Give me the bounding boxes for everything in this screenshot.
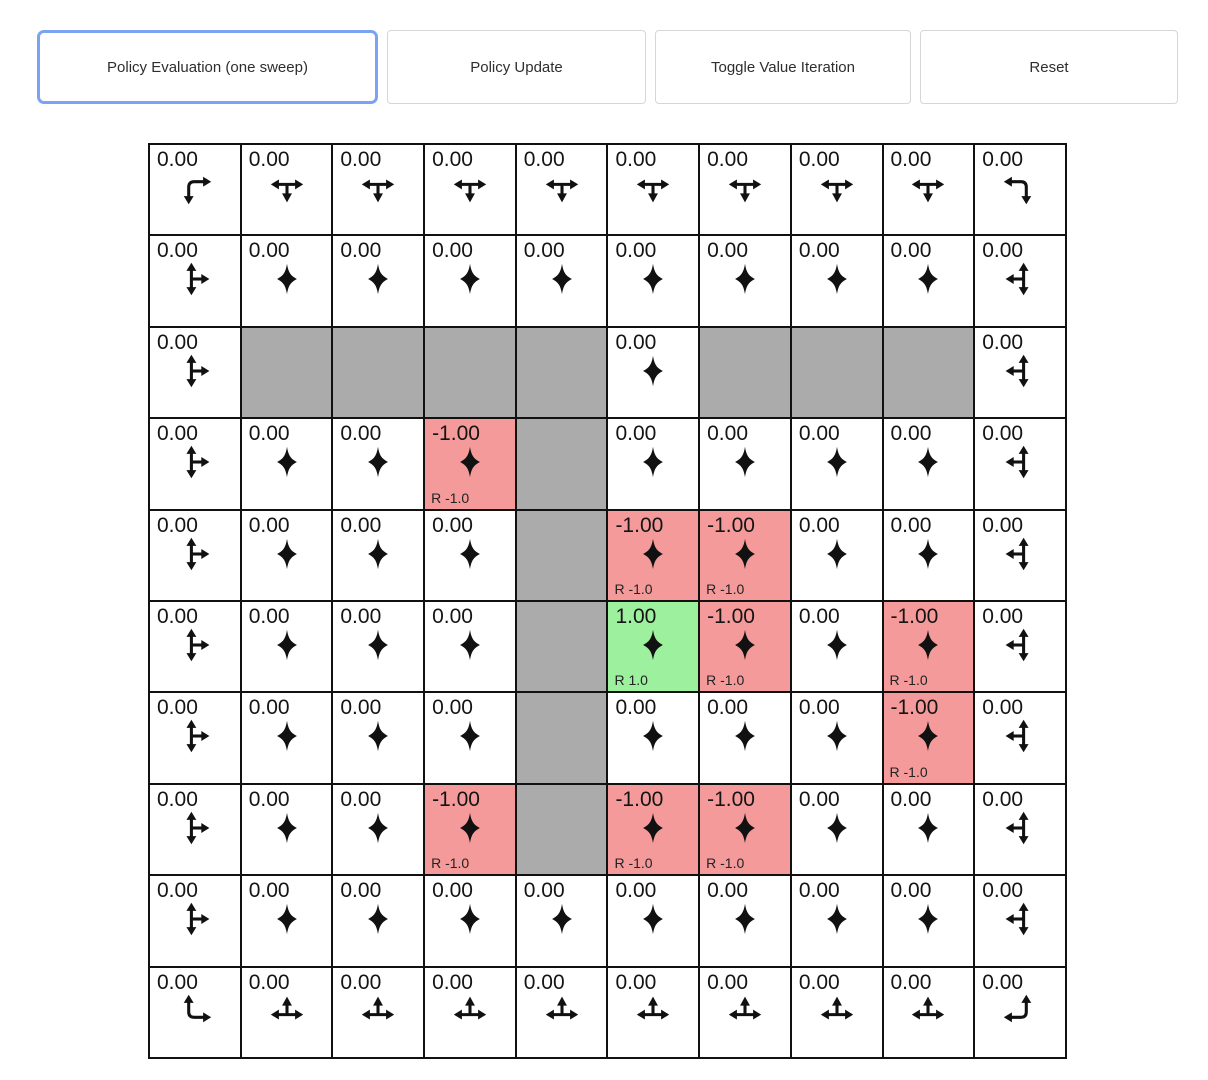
grid-cell-r5c9[interactable] [974, 601, 1066, 692]
policy-arrow-icon [819, 718, 855, 754]
grid-cell-r8c9[interactable] [974, 875, 1066, 966]
policy-arrow-icon [177, 170, 213, 206]
policy-arrow-icon [177, 444, 213, 480]
cell-value: 0.00 [157, 787, 198, 811]
cell-value: -1.00 [707, 604, 755, 628]
wall-cell-r6c4[interactable] [516, 692, 608, 783]
policy-arrow-icon [360, 901, 396, 937]
policy-arrow-icon [819, 993, 855, 1029]
policy-arrow-icon [269, 627, 305, 663]
policy-arrow-icon [452, 170, 488, 206]
policy-arrow-icon [910, 627, 946, 663]
policy-arrow-icon [635, 353, 671, 389]
cell-value: 0.00 [982, 604, 1024, 628]
cell-value: 0.00 [340, 239, 382, 263]
grid-cell-r0c4[interactable] [516, 144, 608, 235]
policy-arrow-icon [1002, 261, 1038, 297]
cell-value: 0.00 [982, 787, 1024, 811]
grid-cell-r3c6[interactable] [699, 418, 791, 509]
cell-value: 0.00 [432, 604, 473, 628]
cell-value: 0.00 [615, 148, 657, 171]
grid-cell-r1c4[interactable] [516, 235, 608, 326]
grid-cell-r0c3[interactable] [424, 144, 516, 235]
cell-value: 0.00 [707, 696, 748, 720]
policy-arrow-icon [269, 444, 305, 480]
grid-cell-r7c8[interactable] [883, 784, 975, 875]
policy-arrow-icon [269, 170, 305, 206]
grid-cell-r4c8[interactable] [883, 510, 975, 601]
cell-value: 0.00 [798, 879, 840, 903]
policy-arrow-icon [360, 810, 396, 846]
grid-cell-r8c7[interactable] [791, 875, 883, 966]
wall-cell-r2c3[interactable] [424, 327, 516, 418]
cell-value: 0.00 [157, 330, 198, 354]
policy-arrow-icon [177, 353, 213, 389]
grid-cell-r1c7[interactable] [791, 235, 883, 326]
grid-cell-r7c1[interactable] [241, 784, 333, 875]
grid-cell-r4c7[interactable] [791, 510, 883, 601]
grid-cell-r8c4[interactable] [516, 875, 608, 966]
grid-cell-r8c1[interactable] [241, 875, 333, 966]
policy-arrow-icon [727, 993, 763, 1029]
cell-value: 0.00 [340, 879, 382, 903]
grid-cell-r2c0[interactable] [149, 327, 241, 418]
grid-cell-r8c0[interactable] [149, 875, 241, 966]
policy-arrow-icon [910, 444, 946, 480]
policy-arrow-icon [360, 627, 396, 663]
wall-cell-r4c4[interactable] [516, 510, 608, 601]
cell-value: 0.00 [157, 513, 198, 537]
grid-cell-r6c1[interactable] [241, 692, 333, 783]
grid-cell-r8c5[interactable] [607, 875, 699, 966]
grid-cell-r9c3[interactable] [424, 967, 516, 1058]
cell-value: 0.00 [890, 239, 932, 263]
grid-cell-r9c1[interactable] [241, 967, 333, 1058]
policy-arrow-icon [910, 718, 946, 754]
policy-arrow-icon [727, 261, 763, 297]
cell-value: 0.00 [248, 513, 290, 537]
cell-reward-label: R -1.0 [889, 672, 928, 689]
policy-arrow-icon [910, 536, 946, 572]
policy-arrow-icon [177, 993, 213, 1029]
cell-value: 0.00 [523, 239, 565, 263]
grid-cell-r8c2[interactable] [332, 875, 424, 966]
cell-value: 0.00 [432, 879, 473, 903]
cell-value: 0.00 [340, 696, 382, 720]
policy-arrow-icon [1002, 901, 1038, 937]
grid-cell-r6c9[interactable] [974, 692, 1066, 783]
cell-value: 0.00 [157, 422, 198, 446]
policy-arrow-icon [360, 536, 396, 572]
policy-arrow-icon [819, 536, 855, 572]
policy-arrow-icon [360, 261, 396, 297]
policy-arrow-icon [635, 261, 671, 297]
cell-value: 1.00 [615, 604, 657, 628]
cell-value: 0.00 [615, 422, 657, 446]
grid-cell-r6c6[interactable] [699, 692, 791, 783]
cell-value: 0.00 [615, 879, 657, 903]
policy-arrow-icon [177, 810, 213, 846]
cell-value: 0.00 [798, 148, 840, 171]
policy-arrow-icon [544, 170, 580, 206]
grid-cell-r5c3[interactable] [424, 601, 516, 692]
policy-arrow-icon [635, 536, 671, 572]
policy-evaluation-button[interactable]: Policy Evaluation (one sweep) [37, 30, 378, 104]
cell-value: 0.00 [890, 879, 932, 903]
grid-cell-r7c9[interactable] [974, 784, 1066, 875]
cell-reward-label: R -1.0 [706, 580, 745, 597]
wall-cell-r3c4[interactable] [516, 418, 608, 509]
grid-cell-r0c9[interactable] [974, 144, 1066, 235]
policy-arrow-icon [177, 536, 213, 572]
policy-arrow-icon [819, 627, 855, 663]
policy-arrow-icon [635, 901, 671, 937]
policy-arrow-icon [1002, 444, 1038, 480]
toggle-value-iteration-button[interactable]: Toggle Value Iteration [655, 30, 911, 104]
wall-cell-r2c4[interactable] [516, 327, 608, 418]
policy-arrow-icon [452, 718, 488, 754]
cell-value: 0.00 [248, 148, 290, 171]
policy-arrow-icon [177, 261, 213, 297]
cell-value: 0.00 [982, 422, 1024, 446]
cell-reward-label: R -1.0 [706, 855, 745, 872]
grid-cell-r3c3[interactable] [424, 418, 516, 509]
cell-value: 0.00 [157, 970, 198, 994]
cell-value: -1.00 [707, 787, 755, 811]
grid-cell-r5c0[interactable] [149, 601, 241, 692]
cell-value: 0.00 [248, 879, 290, 903]
policy-arrow-icon [635, 444, 671, 480]
cell-value: 0.00 [798, 970, 840, 994]
cell-value: 0.00 [615, 696, 657, 720]
policy-arrow-icon [544, 993, 580, 1029]
cell-value: 0.00 [890, 148, 932, 171]
policy-arrow-icon [910, 993, 946, 1029]
cell-value: 0.00 [157, 696, 198, 720]
cell-value: 0.00 [340, 787, 382, 811]
grid-cell-r8c6[interactable] [699, 875, 791, 966]
policy-arrow-icon [544, 261, 580, 297]
grid-cell-r0c1[interactable] [241, 144, 333, 235]
cell-value: 0.00 [982, 239, 1024, 263]
grid-cell-r6c8[interactable] [883, 692, 975, 783]
cell-value: 0.00 [340, 513, 382, 537]
policy-arrow-icon [635, 810, 671, 846]
cell-value: 0.00 [890, 787, 932, 811]
policy-arrow-icon [360, 444, 396, 480]
policy-arrow-icon [727, 444, 763, 480]
cell-value: 0.00 [982, 513, 1024, 537]
cell-value: 0.00 [798, 787, 840, 811]
cell-value: 0.00 [248, 970, 290, 994]
policy-arrow-icon [1002, 993, 1038, 1029]
policy-arrow-icon [635, 718, 671, 754]
cell-value: 0.00 [248, 422, 290, 446]
grid-cell-r8c3[interactable] [424, 875, 516, 966]
policy-arrow-icon [819, 901, 855, 937]
grid-cell-r0c7[interactable] [791, 144, 883, 235]
cell-reward-label: R -1.0 [614, 580, 653, 597]
policy-arrow-icon [635, 170, 671, 206]
cell-value: 0.00 [615, 970, 657, 994]
policy-update-button[interactable]: Policy Update [387, 30, 646, 104]
cell-value: 0.00 [798, 696, 840, 720]
grid-cell-r0c5[interactable] [607, 144, 699, 235]
wall-cell-r7c4[interactable] [516, 784, 608, 875]
grid-cell-r3c9[interactable] [974, 418, 1066, 509]
grid-cell-r6c0[interactable] [149, 692, 241, 783]
cell-value: -1.00 [890, 604, 939, 628]
cell-value: 0.00 [982, 148, 1024, 171]
policy-arrow-icon [269, 901, 305, 937]
grid-cell-r4c2[interactable] [332, 510, 424, 601]
cell-value: 0.00 [340, 422, 382, 446]
cell-value: 0.00 [523, 148, 565, 171]
cell-value: 0.00 [340, 970, 382, 994]
wall-cell-r2c1[interactable] [241, 327, 333, 418]
policy-arrow-icon [1002, 536, 1038, 572]
cell-value: 0.00 [798, 422, 840, 446]
grid-cell-r4c1[interactable] [241, 510, 333, 601]
cell-value: 0.00 [248, 696, 290, 720]
grid-cell-r0c6[interactable] [699, 144, 791, 235]
cell-value: 0.00 [707, 879, 748, 903]
grid-cell-r1c3[interactable] [424, 235, 516, 326]
cell-reward-label: R -1.0 [431, 855, 470, 872]
cell-reward-label: R -1.0 [706, 672, 745, 689]
grid-cell-r2c9[interactable] [974, 327, 1066, 418]
grid-cell-r2c5[interactable] [607, 327, 699, 418]
grid-cell-r7c2[interactable] [332, 784, 424, 875]
grid-cell-r1c8[interactable] [883, 235, 975, 326]
grid-cell-r7c5[interactable] [607, 784, 699, 875]
gridworld-grid [148, 143, 1067, 1059]
policy-arrow-icon [727, 901, 763, 937]
cell-value: 0.00 [157, 239, 198, 263]
policy-arrow-icon [635, 627, 671, 663]
policy-arrow-icon [910, 901, 946, 937]
policy-arrow-icon [177, 901, 213, 937]
policy-arrow-icon [819, 261, 855, 297]
cell-value: 0.00 [340, 148, 382, 171]
cell-value: 0.00 [432, 148, 473, 171]
cell-value: -1.00 [890, 696, 939, 720]
policy-arrow-icon [452, 901, 488, 937]
grid-cell-r3c5[interactable] [607, 418, 699, 509]
grid-cell-r6c7[interactable] [791, 692, 883, 783]
policy-arrow-icon [269, 993, 305, 1029]
grid-cell-r1c0[interactable] [149, 235, 241, 326]
grid-cell-r3c1[interactable] [241, 418, 333, 509]
policy-arrow-icon [727, 170, 763, 206]
cell-value: 0.00 [523, 879, 565, 903]
grid-cell-r9c7[interactable] [791, 967, 883, 1058]
policy-arrow-icon [177, 718, 213, 754]
policy-arrow-icon [819, 810, 855, 846]
cell-reward-label: R -1.0 [889, 763, 928, 780]
cell-value: 0.00 [890, 513, 932, 537]
cell-value: 0.00 [432, 696, 473, 720]
grid-cell-r4c6[interactable] [699, 510, 791, 601]
policy-arrow-icon [910, 261, 946, 297]
cell-reward-label: R -1.0 [614, 855, 653, 872]
cell-reward-label: R 1.0 [614, 672, 648, 689]
grid-cell-r9c2[interactable] [332, 967, 424, 1058]
grid-cell-r0c0[interactable] [149, 144, 241, 235]
cell-value: 0.00 [707, 422, 748, 446]
cell-value: -1.00 [432, 787, 480, 811]
cell-value: 0.00 [982, 879, 1024, 903]
grid-cell-r0c2[interactable] [332, 144, 424, 235]
policy-arrow-icon [452, 536, 488, 572]
cell-value: 0.00 [340, 604, 382, 628]
wall-cell-r2c7[interactable] [791, 327, 883, 418]
cell-value: 0.00 [248, 239, 290, 263]
cell-value: 0.00 [248, 604, 290, 628]
policy-arrow-icon [544, 901, 580, 937]
grid-cell-r4c5[interactable] [607, 510, 699, 601]
cell-value: 0.00 [157, 604, 198, 628]
grid-cell-r3c0[interactable] [149, 418, 241, 509]
cell-value: 0.00 [982, 696, 1024, 720]
cell-value: 0.00 [890, 970, 932, 994]
cell-value: 0.00 [707, 148, 748, 171]
policy-arrow-icon [452, 810, 488, 846]
cell-value: 0.00 [798, 239, 840, 263]
grid-cell-r7c3[interactable] [424, 784, 516, 875]
grid-cell-r9c4[interactable] [516, 967, 608, 1058]
policy-arrow-icon [819, 170, 855, 206]
policy-arrow-icon [635, 993, 671, 1029]
grid-cell-r9c9[interactable] [974, 967, 1066, 1058]
grid-cell-r9c5[interactable] [607, 967, 699, 1058]
policy-arrow-icon [1002, 810, 1038, 846]
grid-cell-r3c7[interactable] [791, 418, 883, 509]
policy-arrow-icon [452, 993, 488, 1029]
policy-arrow-icon [452, 627, 488, 663]
cell-value: -1.00 [432, 422, 480, 446]
policy-arrow-icon [1002, 170, 1038, 206]
grid-cell-r7c6[interactable] [699, 784, 791, 875]
policy-arrow-icon [727, 536, 763, 572]
grid-cell-r4c9[interactable] [974, 510, 1066, 601]
policy-arrow-icon [452, 444, 488, 480]
cell-value: 0.00 [707, 239, 748, 263]
policy-arrow-icon [819, 444, 855, 480]
cell-value: 0.00 [707, 970, 748, 994]
grid-cell-r5c8[interactable] [883, 601, 975, 692]
policy-arrow-icon [360, 718, 396, 754]
cell-value: 0.00 [615, 239, 657, 263]
grid-cell-r9c8[interactable] [883, 967, 975, 1058]
grid-cell-r6c3[interactable] [424, 692, 516, 783]
cell-value: -1.00 [615, 787, 664, 811]
grid-cell-r1c2[interactable] [332, 235, 424, 326]
grid-cell-r5c1[interactable] [241, 601, 333, 692]
cell-reward-label: R -1.0 [431, 489, 470, 506]
cell-value: 0.00 [248, 787, 290, 811]
reset-button[interactable]: Reset [920, 30, 1178, 104]
cell-value: 0.00 [798, 604, 840, 628]
grid-cell-r1c1[interactable] [241, 235, 333, 326]
cell-value: -1.00 [707, 513, 755, 537]
policy-arrow-icon [452, 261, 488, 297]
cell-value: 0.00 [982, 330, 1024, 354]
policy-arrow-icon [910, 170, 946, 206]
policy-arrow-icon [269, 261, 305, 297]
grid-cell-r6c5[interactable] [607, 692, 699, 783]
policy-arrow-icon [727, 627, 763, 663]
grid-cell-r0c8[interactable] [883, 144, 975, 235]
policy-arrow-icon [360, 170, 396, 206]
policy-arrow-icon [727, 810, 763, 846]
policy-arrow-icon [360, 993, 396, 1029]
grid-cell-r5c6[interactable] [699, 601, 791, 692]
cell-value: 0.00 [432, 239, 473, 263]
grid-cell-r3c8[interactable] [883, 418, 975, 509]
grid-cell-r8c8[interactable] [883, 875, 975, 966]
policy-arrow-icon [1002, 627, 1038, 663]
grid-cell-r1c9[interactable] [974, 235, 1066, 326]
grid-cell-r4c0[interactable] [149, 510, 241, 601]
policy-arrow-icon [1002, 718, 1038, 754]
grid-cell-r5c5[interactable] [607, 601, 699, 692]
grid-cell-r6c2[interactable] [332, 692, 424, 783]
policy-arrow-icon [269, 718, 305, 754]
cell-value: 0.00 [157, 148, 198, 171]
grid-cell-r7c7[interactable] [791, 784, 883, 875]
grid-cell-r9c6[interactable] [699, 967, 791, 1058]
cell-value: 0.00 [432, 970, 473, 994]
cell-value: 0.00 [432, 513, 473, 537]
grid-cell-r1c6[interactable] [699, 235, 791, 326]
grid-cell-r7c0[interactable] [149, 784, 241, 875]
policy-arrow-icon [727, 718, 763, 754]
policy-arrow-icon [269, 810, 305, 846]
policy-arrow-icon [177, 627, 213, 663]
cell-value: 0.00 [982, 970, 1024, 994]
cell-value: 0.00 [523, 970, 565, 994]
wall-cell-r2c2[interactable] [332, 327, 424, 418]
toolbar [37, 30, 1178, 104]
wall-cell-r2c8[interactable] [883, 327, 975, 418]
grid-cell-r3c2[interactable] [332, 418, 424, 509]
grid-cell-r1c5[interactable] [607, 235, 699, 326]
policy-arrow-icon [1002, 353, 1038, 389]
grid-cell-r5c7[interactable] [791, 601, 883, 692]
wall-cell-r5c4[interactable] [516, 601, 608, 692]
cell-value: -1.00 [615, 513, 664, 537]
cell-value: 0.00 [615, 330, 657, 354]
grid-cell-r4c3[interactable] [424, 510, 516, 601]
policy-arrow-icon [269, 536, 305, 572]
cell-value: 0.00 [890, 422, 932, 446]
policy-arrow-icon [910, 810, 946, 846]
cell-value: 0.00 [798, 513, 840, 537]
grid-cell-r9c0[interactable] [149, 967, 241, 1058]
grid-cell-r5c2[interactable] [332, 601, 424, 692]
wall-cell-r2c6[interactable] [699, 327, 791, 418]
cell-value: 0.00 [157, 879, 198, 903]
